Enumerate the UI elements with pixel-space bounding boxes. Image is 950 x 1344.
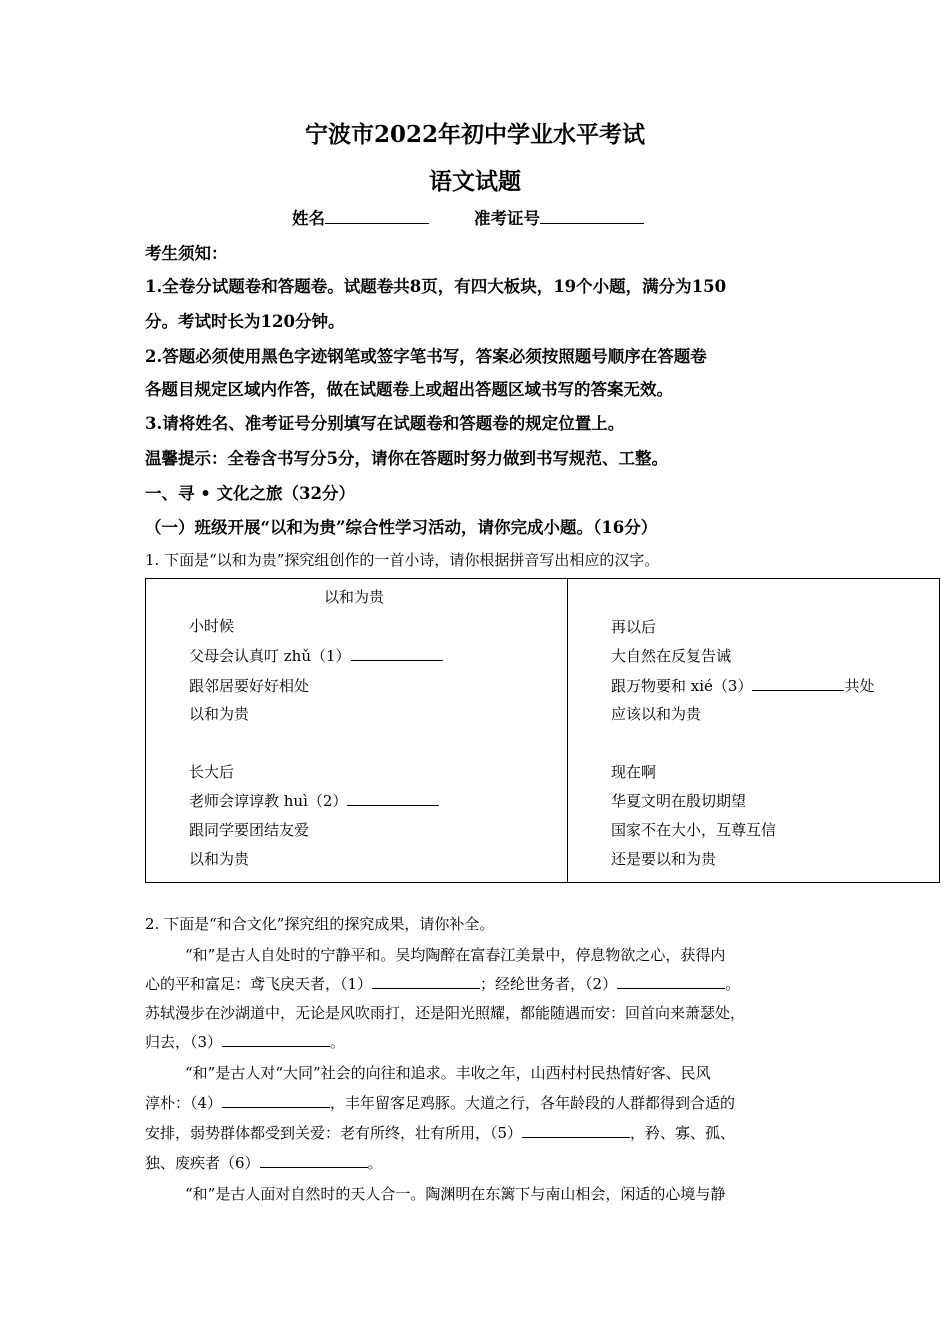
answer-blank[interactable] — [260, 1166, 368, 1168]
paragraph-line: “和”是古人对“大同”社会的向往和追求。丰收之年，山西村村民热情好客、民风 — [185, 1064, 711, 1082]
poem-line: 现在啊 — [611, 763, 657, 781]
poem-line: 小时候 — [189, 617, 235, 635]
poem-line: 以和为贵 — [189, 850, 250, 868]
answer-blank[interactable] — [617, 987, 725, 989]
answer-blank-2[interactable] — [347, 804, 439, 806]
paragraph-text: 。 — [367, 1154, 383, 1172]
paragraph-line: “和”是古人面对自然时的天人合一。陶渊明在东篱下与南山相会，闲适的心境与静 — [185, 1185, 726, 1203]
notice-item-2b: 各题目规定区域内作答，做在试题卷上或超出答题区域书写的答案无效。 — [145, 380, 673, 399]
poem-line: 以和为贵 — [189, 705, 250, 723]
poem-line: 老师会谆谆教 huì（2） — [189, 792, 348, 810]
poem-line: 大自然在反复告诫 — [611, 647, 732, 665]
paragraph-text: 心的平和富足：鸢飞戾天者，（1） — [145, 975, 373, 993]
notice-heading: 考生须知： — [145, 244, 228, 263]
id-blank[interactable] — [540, 222, 644, 224]
poem-line: 长大后 — [189, 763, 235, 781]
name-blank[interactable] — [325, 222, 429, 224]
answer-blank[interactable] — [222, 1045, 330, 1047]
answer-blank-1[interactable] — [351, 659, 443, 661]
poem-title: 以和为贵 — [324, 588, 385, 606]
poem-table — [145, 578, 940, 883]
answer-blank[interactable] — [372, 987, 480, 989]
paragraph-line-blanks — [145, 973, 740, 994]
notice-item-1a: 1.全卷分试题卷和答题卷。试题卷共8页，有四大板块，19个小题，满分为150 — [145, 277, 727, 296]
answer-blank[interactable] — [222, 1106, 330, 1108]
poem-line: 父母会认真叮 zhǔ（1） — [189, 647, 351, 665]
paragraph-text: 。 — [330, 1033, 346, 1051]
poem-line: 华夏文明在殷切期望 — [611, 792, 747, 810]
paragraph-text: 安排，弱势群体都受到关爱：老有所终，壮有所用，（5） — [145, 1124, 523, 1142]
name-label: 姓名 — [292, 209, 325, 228]
notice-item-2a: 2.答题必须使用黑色字迹钢笔或签字笔书写，答案必须按照题号顺序在答题卷 — [145, 347, 707, 366]
paragraph-text: 归去，（3） — [145, 1033, 223, 1051]
paragraph-text: ，矜、寡、孤、 — [630, 1124, 736, 1142]
poem-line: 跟万物要和 xié（3） — [611, 677, 753, 695]
poem-line: 共处 — [844, 677, 875, 695]
answer-blank-3[interactable] — [752, 689, 844, 691]
table-divider — [567, 579, 568, 882]
notice-item-3: 3.请将姓名、准考证号分别填写在试题卷和答题卷的规定位置上。 — [145, 414, 625, 433]
paragraph-text: ；经纶世务者，（2） — [480, 975, 618, 993]
poem-line: 跟邻居要好好相处 — [189, 677, 310, 695]
poem-line: 再以后 — [611, 618, 657, 636]
poem-line: 国家不在大小，互尊互信 — [611, 821, 777, 839]
question-1: 1. 下面是“以和为贵”探究组创作的一首小诗，请你根据拼音写出相应的汉字。 — [145, 551, 660, 569]
exam-title: 宁波市2022年初中学业水平考试 — [304, 121, 645, 148]
paragraph-text: 。 — [725, 975, 741, 993]
id-label: 准考证号 — [474, 209, 540, 228]
question-2: 2. 下面是“和合文化”探究组的探究成果，请你补全。 — [145, 915, 495, 933]
subsection-heading: （一）班级开展“以和为贵”综合性学习活动，请你完成小题。（16分） — [145, 518, 658, 537]
notice-tip: 温馨提示：全卷含书写分5分，请你在答题时努力做到书写规范、工整。 — [145, 449, 668, 468]
name-field — [292, 205, 429, 229]
poem-line: 跟同学要团结友爱 — [189, 821, 310, 839]
poem-line: 应该以和为贵 — [611, 705, 702, 723]
paragraph-line-blanks — [145, 1092, 735, 1113]
paragraph-line-blanks — [145, 1152, 383, 1173]
paragraph-line: 苏轼漫步在沙湖道中，无论是风吹雨打，还是阳光照耀，都能随遇而安：回首向来萧瑟处， — [145, 1004, 746, 1022]
id-field — [474, 205, 644, 229]
paragraph-line-blanks — [145, 1122, 735, 1143]
answer-blank[interactable] — [522, 1136, 630, 1138]
exam-subject: 语文试题 — [429, 168, 521, 195]
poem-line: 还是要以和为贵 — [611, 850, 717, 868]
paragraph-text: ，丰年留客足鸡豚。大道之行，各年龄段的人群都得到合适的 — [330, 1094, 736, 1112]
section-heading: 一、寻 • 文化之旅（32分） — [145, 484, 355, 503]
poem-line-blank-2 — [189, 790, 439, 811]
paragraph-line: “和”是古人自处时的宁静平和。吴均陶醉在富春江美景中，停息物欲之心，获得内 — [185, 946, 726, 964]
poem-line-blank-1 — [189, 645, 443, 666]
notice-item-1b: 分。考试时长为120分钟。 — [145, 312, 345, 331]
paragraph-text: 独、废疾者（6） — [145, 1154, 260, 1172]
paragraph-text: 淳朴：（4） — [145, 1094, 223, 1112]
poem-line-blank-3 — [611, 675, 874, 696]
paragraph-line-blanks — [145, 1031, 345, 1052]
